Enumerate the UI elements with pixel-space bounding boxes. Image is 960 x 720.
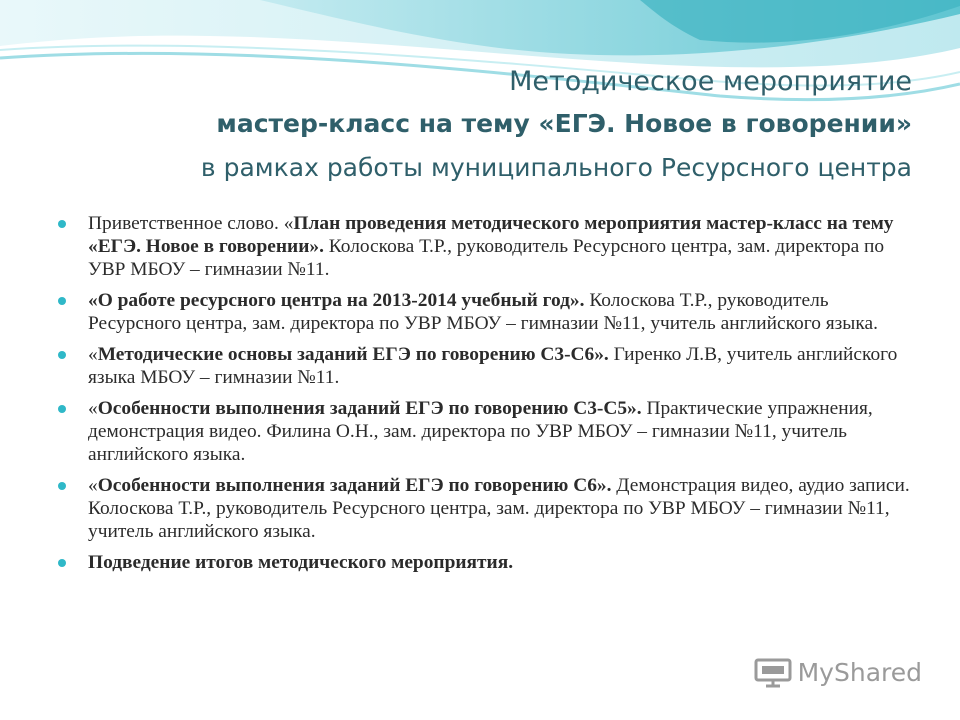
- list-item: [58, 397, 918, 466]
- list-item-text: «Особенности выполнения заданий ЕГЭ по говорению С3-С5». Практические упражнения, демонстрация видео. Филина О.Н., зам. директора по УВР МБОУ – гимназии №11, учитель английского языка.: [88, 398, 873, 465]
- list-item: [58, 474, 918, 543]
- bullet-icon: [58, 297, 66, 305]
- bullet-icon: [58, 220, 66, 228]
- list-item-text: Подведение итогов методического мероприятия.: [88, 552, 514, 573]
- list-item: [58, 551, 918, 574]
- bullet-icon: [58, 405, 66, 413]
- list-item: [58, 343, 918, 389]
- list-item: [58, 289, 918, 335]
- watermark-text: MyShared: [797, 657, 922, 687]
- list-item: [58, 212, 918, 281]
- list-item-text: «О работе ресурсного центра на 2013-2014 учебный год». Колоскова Т.Р., руководитель Ресурсного центра, зам. директора по УВР МБОУ – гимназии №11, учитель английского языка.: [88, 290, 878, 334]
- list-item-text: Приветственное слово. «План проведения методического мероприятия мастер-класс на тему «ЕГЭ. Новое в говорении». Колоскова Т.Р., руководитель Ресурсного центра, зам. директора по УВР МБОУ – гимназии №11.: [88, 213, 894, 280]
- title-line-3: в рамках работы муниципального Ресурсного центра: [200, 153, 912, 182]
- list-item-text: «Особенности выполнения заданий ЕГЭ по говорению С6». Демонстрация видео, аудио записи. Колоскова Т.Р., руководитель Ресурсного центра, зам. директора по УВР МБОУ – гимназии №11, учитель английского языка.: [88, 475, 910, 542]
- title-line-2: мастер-класс на тему «ЕГЭ. Новое в говорении»: [216, 109, 912, 138]
- bullet-icon: [58, 482, 66, 490]
- title-line-1: Методическое мероприятие: [509, 66, 912, 97]
- watermark: [754, 656, 922, 688]
- bullet-icon: [58, 559, 66, 567]
- bullet-icon: [58, 351, 66, 359]
- presentation-icon: [754, 656, 792, 688]
- list-item-text: «Методические основы заданий ЕГЭ по говорению С3-С6». Гиренко Л.В, учитель английского языка МБОУ – гимназии №11.: [88, 344, 898, 388]
- agenda-list: [58, 212, 918, 582]
- slide-title: [40, 62, 912, 190]
